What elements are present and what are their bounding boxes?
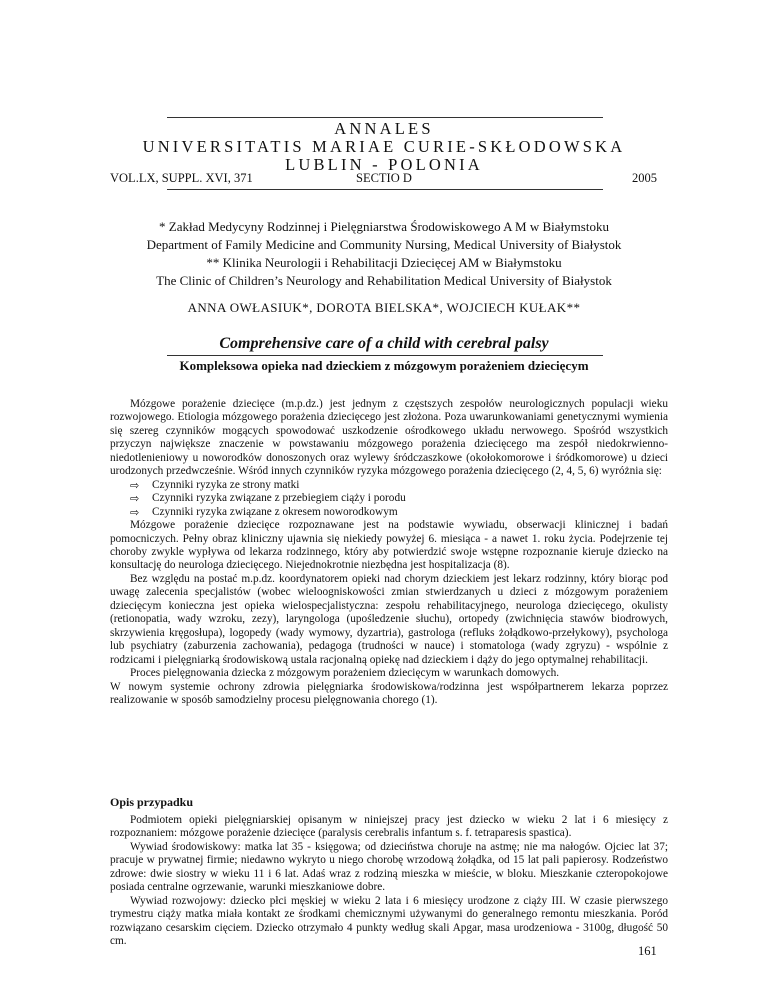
list-item-text: Czynniki ryzyka ze strony matki [152, 478, 300, 491]
affiliation-line: Department of Family Medicine and Community Nursing, Medical University of Białystok [146, 237, 622, 252]
case-paragraph-2: Wywiad środowiskowy: matka lat 35 - księgowa; od dzieciństwa choruje na astmę; nie ma nałogów. Ojciec lat 37; pracuje w prywatnej firmie; niedawno wykryto u niego chorobę wrzodową żołądka, od 15 lat pali papierosy. Rodzeństwo zdrowe: dwie siostry w wieku 11 i 6 lat. Adaś wraz z rodziną mieszka w mieście, w bloku. Mieszkanie czteropokojowe posiada centralne ogrzewanie, warunki mieszkaniowe dobre. [110, 840, 668, 894]
list-item [130, 492, 668, 505]
header-top-rule [167, 117, 603, 118]
list-item-text: Czynniki ryzyka związane z okresem noworodkowym [152, 505, 398, 518]
list-item [130, 479, 668, 492]
risk-factor-list [110, 479, 668, 519]
list-item-text: Czynniki ryzyka związane z przebiegiem ciąży i porodu [152, 492, 406, 505]
journal-title-line3: LUBLIN - POLONIA [285, 155, 483, 174]
journal-title-line2: UNIVERSITATIS MARIAE CURIE-SKŁODOWSKA [142, 137, 626, 156]
year-info: 2005 [632, 171, 657, 185]
authors: ANNA OWŁASIUK*, DOROTA BIELSKA*, WOJCIECH KUŁAK** [187, 300, 581, 315]
intro-paragraph-5: W nowym systemie ochrony zdrowia pielęgniarka środowiskowa/rodzinna jest współpartnerem lekarza poprzez realizowanie w sposób samodzielny procesu pielęgnowania chorego (1). [110, 680, 668, 706]
intro-section [110, 398, 668, 707]
intro-paragraph-4: Proces pielęgnowania dziecka z mózgowym porażeniem dziecięcym w warunkach domowych. [130, 667, 560, 680]
intro-paragraph-2: Mózgowe porażenie dziecięce rozpoznawane jest na podstawie wywiadu, obserwacji klinicznej i badań pomocniczych. Pełny obraz kliniczny ujawnia się niekiedy powyżej 6. miesiąca - a nawet 1. roku życia. Podejrzenie tej choroby zwykle wypływa od lekarza rodzinnego, który aby potwierdzić swoje wstępne rozpoznanie kieruje dziecko na konsultację do neurologa dziecięcego. Niejednokrotnie niezbędna jest hospitalizacja (8). [110, 519, 668, 572]
intro-paragraph-3: Bez względu na postać m.p.dz. koordynatorem opieki nad chorym dzieckiem jest lekarz rodzinny, który biorąc pod uwagę zalecenia specjalistów (wobec wieloogniskowości zmian stwierdzanych u dzieci z mózgowym porażeniem dziecięcym konieczna jest opieka wielospecjalistyczna: zespołu rehabilitacyjnego, neurologa dziecięcego, okulisty (retionopatia, wady wzroku, zezy), laryngologa (upośledzenie słuchu), ortopedy (zwichnięcia stawów biodrowych, skrzywienia kręgosłupa), logopedy (wady wymowy, dyzartria), gastrologa (refluks żołądkowo-przełykowy), psychologa lub psychiatry (zaburzenia zachowania), pedagoga (trudności w nauce) i stomatologa (wady zgryzu) - wspólnie z rodzicami i pielęgniarką środowiskową ustala racjonalną opiekę nad dzieckiem i dąży do jego optymalnej rehabilitacji. [110, 572, 668, 666]
arrow-bullet-icon: ⇨ [130, 478, 140, 492]
volume-info: VOL.LX, SUPPL. XVI, 371 [110, 171, 253, 185]
case-section [110, 814, 668, 949]
page-number: 161 [638, 944, 657, 958]
article-title-polish: Kompleksowa opieka nad dzieckiem z mózgowym porażeniem dziecięcym [179, 358, 589, 373]
article-title-english: Comprehensive care of a child with cerebral palsy [219, 335, 549, 352]
affiliations [0, 218, 768, 290]
case-paragraph-3: Wywiad rozwojowy: dziecko płci męskiej w wieku 2 lata i 6 miesięcy urodzone z ciąży III. W czasie pierwszego trymestru ciąży matka miała kontakt ze środkami chemicznymi używanymi do generalnego remontu mieszkania. Poród rozwiązano cesarskim cięciem. Dziecko otrzymało 4 punkty według skali Apgar, masa urodzeniowa - 3100g, długość 50 cm. [110, 894, 668, 948]
list-item [130, 506, 668, 519]
case-section-heading: Opis przypadku [110, 795, 194, 809]
affiliation-line: ** Klinika Neurologii i Rehabilitacji Dziecięcej AM w Białymstoku [206, 255, 562, 270]
intro-paragraph-1: Mózgowe porażenie dziecięce (m.p.dz.) jest jednym z częstszych zespołów neurologicznych populacji wieku rozwojowego. Etiologia mózgowego porażenia dziecięcego jest złożona. Poza uwarunkowaniami genetycznymi wymienia się szereg czynników mogących spowodować uszkodzenie ośrodkowego układu nerwowego. Spośród wszystkich przyczyn największe znaczenie w powstawaniu mózgowego porażenia dziecięcego ma zespół niedokrwienno-niedotlenieniowy u noworodków donoszonych oraz wylewy śródczaszkowe (okołokomorowe i śródkomorowe) u dzieci urodzonych przedwcześnie. Wśród innych czynników ryzyka mózgowego porażenia dziecięcego (2, 4, 5, 6) wyróżnia się: [110, 398, 668, 478]
header-bottom-rule [167, 189, 603, 190]
section-info: SECTIO D [356, 171, 412, 185]
case-paragraph-1: Podmiotem opieki pielęgniarskiej opisanym w niniejszej pracy jest dziecko w wieku 2 lat i 6 miesięcy z rozpoznaniem: mózgowe porażenie dziecięce (paralysis cerebralis infantum s. f. tetraparesis spastica). [110, 814, 668, 840]
affiliation-line: * Zakład Medycyny Rodzinnej i Pielęgniarstwa Środowiskowego A M w Białymstoku [159, 219, 609, 234]
arrow-bullet-icon: ⇨ [130, 505, 140, 519]
journal-title-line1: ANNALES [334, 119, 434, 138]
title-rule [167, 355, 603, 356]
arrow-bullet-icon: ⇨ [130, 492, 140, 506]
affiliation-line: The Clinic of Children’s Neurology and Rehabilitation Medical University of Białystok [156, 273, 612, 288]
